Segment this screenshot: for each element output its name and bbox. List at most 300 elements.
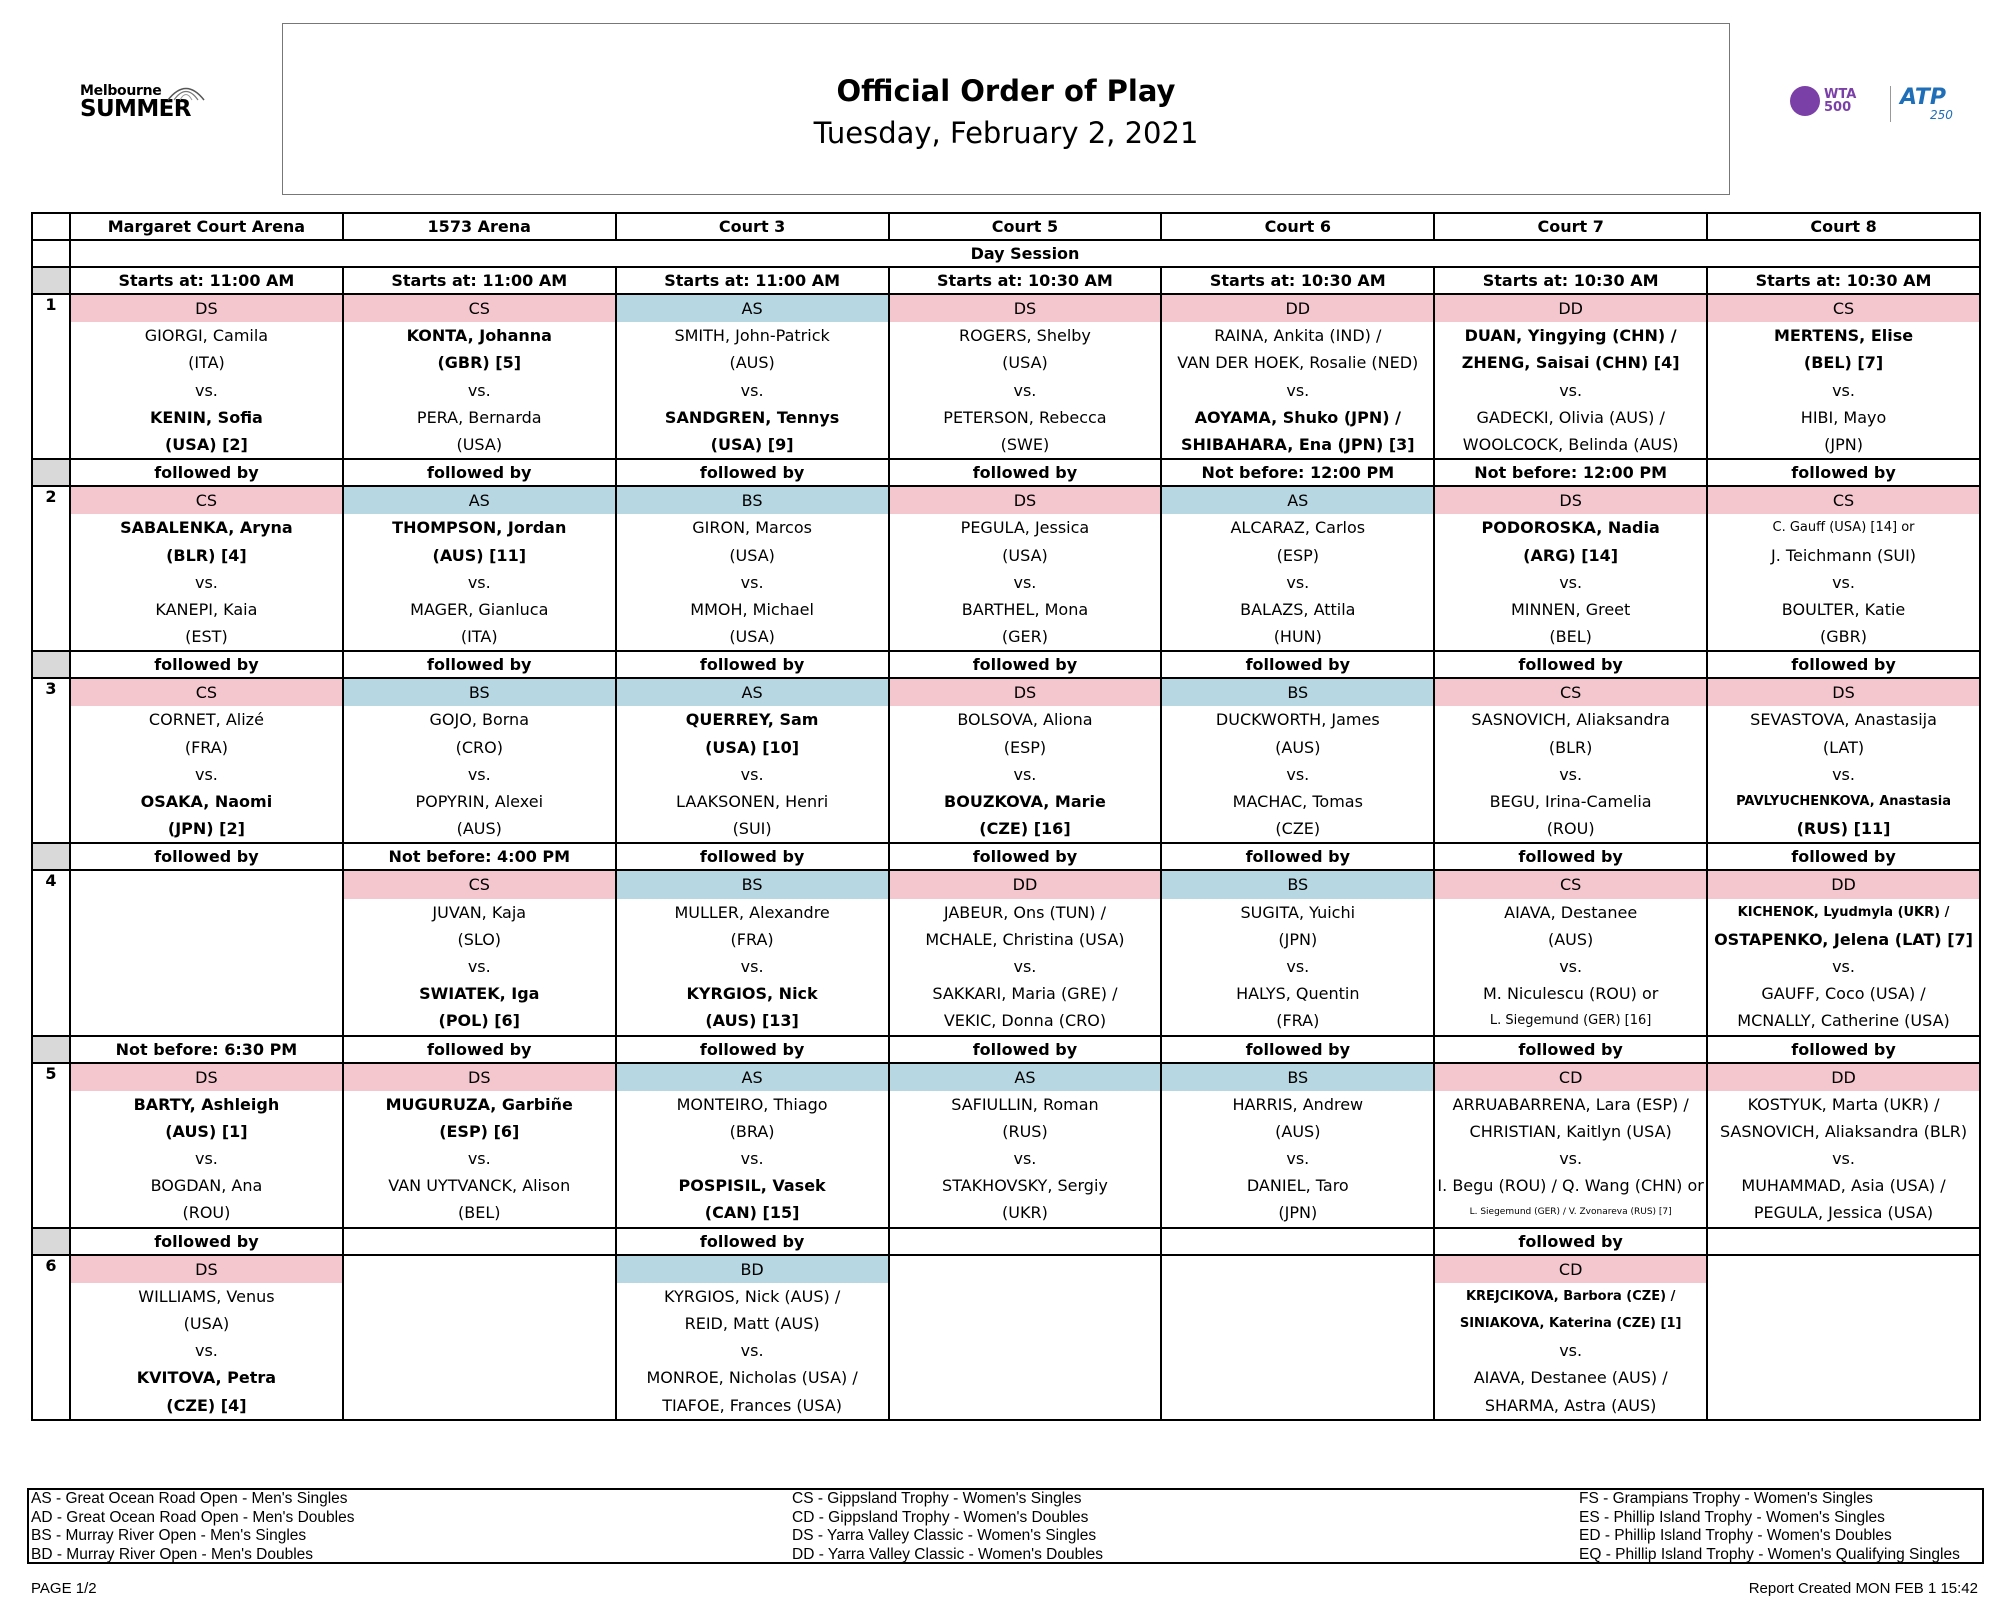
followed-by: followed by: [889, 459, 1162, 486]
player-line: (ESP): [1003, 737, 1047, 757]
empty-line: [890, 1310, 1161, 1337]
player-line: (AUS) [1]: [165, 1121, 248, 1141]
melbourne-summer-logo: [80, 83, 204, 133]
player-line: (ITA): [460, 627, 498, 647]
player-line: RAINA, Ankita (IND) /: [1214, 326, 1382, 346]
event-badge: DD: [1162, 295, 1433, 322]
event-legend: [27, 1488, 1984, 1564]
player-line: (AUS): [1275, 737, 1321, 757]
player-line: BOGDAN, Ana: [150, 1176, 263, 1196]
versus-label: vs.: [1832, 1149, 1855, 1169]
empty-line: [1162, 1392, 1433, 1419]
followed-by: [889, 1228, 1162, 1255]
player-line: TIAFOE, Frances (USA): [662, 1395, 842, 1415]
event-badge: AS: [617, 679, 888, 706]
player-line: (AUS) [11]: [432, 545, 527, 565]
empty-line: [1162, 1310, 1433, 1337]
legend-item: DS - Yarra Valley Classic - Women's Singles: [792, 1527, 1097, 1544]
versus-label: vs.: [467, 956, 491, 976]
followed-by: followed by: [1434, 651, 1707, 678]
player-line: KYRGIOS, Nick: [686, 984, 818, 1004]
versus-label: vs.: [1559, 572, 1583, 592]
player-line: SHIBAHARA, Ena (JPN) [3]: [1181, 434, 1415, 454]
match-cell: [1161, 1255, 1434, 1420]
court-header: Margaret Court Arena: [70, 213, 343, 240]
logo-divider: [1890, 86, 1891, 122]
player-line: HIBI, Mayo: [1800, 407, 1887, 427]
player-line: (GER): [1001, 627, 1048, 647]
player-line: MUGURUZA, Garbiñe: [385, 1094, 573, 1114]
player-line: (LAT): [1822, 737, 1865, 757]
followed-by: followed by: [616, 459, 889, 486]
event-badge: CS: [1435, 679, 1706, 706]
player-line: (FRA): [1276, 1011, 1320, 1031]
legend-item: AD - Great Ocean Road Open - Men's Doubles: [31, 1508, 355, 1526]
start-time: Starts at: 11:00 AM: [343, 267, 616, 294]
followed-by: followed by: [1707, 459, 1980, 486]
empty-line: [344, 1364, 615, 1391]
followed-by: followed by: [889, 1036, 1162, 1063]
player-line: (ESP): [1276, 545, 1319, 565]
followed-by: followed by: [1161, 1036, 1434, 1063]
legend-item: DD - Yarra Valley Classic - Women's Doubles: [792, 1545, 1104, 1563]
versus-label: vs.: [194, 764, 218, 784]
versus-label: vs.: [740, 956, 764, 976]
player-line: ROGERS, Shelby: [959, 326, 1091, 346]
event-badge: AS: [890, 1064, 1161, 1091]
player-line: SHARMA, Astra (AUS): [1484, 1395, 1657, 1415]
event-badge: DS: [71, 1064, 342, 1091]
atp-number: 250: [1930, 108, 1953, 122]
player-line: JABEUR, Ons (TUN) /: [943, 902, 1106, 922]
followed-by: followed by: [70, 651, 343, 678]
round-number: 5: [32, 1063, 70, 1228]
separator-cell: [32, 651, 70, 678]
versus-label: vs.: [194, 1341, 218, 1361]
match-cell: [1161, 678, 1434, 843]
player-line: OSTAPENKO, Jelena (LAT) [7]: [1714, 929, 1973, 949]
player-line: MONROE, Nicholas (USA) /: [646, 1368, 858, 1388]
followed-by: followed by: [1707, 843, 1980, 870]
versus-label: vs.: [1013, 572, 1037, 592]
followed-by: followed by: [343, 651, 616, 678]
player-line: MONTEIRO, Thiago: [676, 1094, 828, 1114]
event-badge: DS: [890, 295, 1161, 322]
player-line: HARRIS, Andrew: [1232, 1094, 1364, 1114]
player-line: KANEPI, Kaia: [155, 599, 258, 619]
player-line: SASNOVICH, Aliaksandra (BLR): [1719, 1121, 1968, 1141]
player-line: GADECKI, Olivia (AUS) /: [1476, 407, 1665, 427]
player-line: (BEL): [458, 1203, 501, 1223]
match-cell: [889, 678, 1162, 843]
start-time: Starts at: 10:30 AM: [1161, 267, 1434, 294]
player-line: BARTY, Ashleigh: [133, 1094, 280, 1114]
logo-arc-icon: [166, 83, 206, 101]
empty-line: [1708, 1283, 1979, 1310]
event-badge: AS: [1162, 487, 1433, 514]
player-line: SWIATEK, Iga: [419, 984, 540, 1004]
event-badge: DD: [1708, 1064, 1979, 1091]
player-line: KOSTYUK, Marta (UKR) /: [1747, 1094, 1940, 1114]
court-header: Court 5: [889, 213, 1162, 240]
player-line: (JPN) [2]: [167, 819, 245, 839]
empty-line: [890, 1392, 1161, 1419]
player-line: VEKIC, Donna (CRO): [943, 1011, 1107, 1031]
match-cell: [70, 678, 343, 843]
event-badge: AS: [617, 295, 888, 322]
match-cell: [1707, 870, 1980, 1035]
versus-label: vs.: [740, 764, 764, 784]
player-line: KENIN, Sofia: [149, 407, 263, 427]
followed-by: followed by: [70, 1228, 343, 1255]
player-line: KVITOVA, Petra: [136, 1368, 277, 1388]
match-cell: [889, 1255, 1162, 1420]
player-line: CHRISTIAN, Kaitlyn (USA): [1469, 1121, 1672, 1141]
player-line: C. Gauff (USA) [14] or: [1772, 520, 1915, 536]
player-line: (GBR): [1820, 627, 1868, 647]
event-badge: CS: [71, 679, 342, 706]
player-line: SAFIULLIN, Roman: [951, 1094, 1099, 1114]
player-line: ALCARAZ, Carlos: [1230, 518, 1366, 538]
separator-cell: [32, 1228, 70, 1255]
versus-label: vs.: [1559, 764, 1583, 784]
legend-item: AS - Great Ocean Road Open - Men's Singles: [31, 1490, 348, 1507]
match-cell: [70, 486, 343, 651]
event-badge: BS: [617, 487, 888, 514]
player-line: GIRON, Marcos: [692, 518, 812, 538]
versus-label: vs.: [1559, 380, 1583, 400]
player-line: BALAZS, Attila: [1240, 599, 1356, 619]
versus-label: vs.: [1832, 380, 1855, 400]
player-line: PEGULA, Jessica: [960, 518, 1090, 538]
player-line: (BLR) [4]: [166, 545, 247, 565]
start-time: Starts at: 10:30 AM: [889, 267, 1162, 294]
followed-by: Not before: 6:30 PM: [70, 1036, 343, 1063]
followed-by: followed by: [343, 459, 616, 486]
player-line: PODOROSKA, Nadia: [1481, 518, 1660, 538]
player-line: GAUFF, Coco (USA) /: [1761, 984, 1926, 1004]
followed-by: Not before: 4:00 PM: [343, 843, 616, 870]
match-cell: [1161, 1063, 1434, 1228]
player-line: QUERREY, Sam: [685, 710, 819, 730]
player-line: (BEL) [7]: [1803, 353, 1884, 373]
match-cell: [343, 486, 616, 651]
empty-line: [344, 1337, 615, 1364]
player-line: SABALENKA, Aryna: [120, 518, 293, 538]
event-badge: DD: [1435, 295, 1706, 322]
court-header: Court 7: [1434, 213, 1707, 240]
versus-label: vs.: [740, 1341, 764, 1361]
empty-line: [71, 899, 342, 926]
match-cell: [616, 1255, 889, 1420]
followed-by: followed by: [889, 651, 1162, 678]
player-line: PERA, Bernarda: [416, 407, 542, 427]
start-time: Starts at: 10:30 AM: [1707, 267, 1980, 294]
logo-summer-text: SUMMER: [80, 96, 191, 122]
event-badge: CS: [344, 295, 615, 322]
player-line: BOLSOVA, Aliona: [957, 710, 1093, 730]
court-header: Court 3: [616, 213, 889, 240]
player-line: (HUN): [1273, 627, 1322, 647]
followed-by: followed by: [1161, 651, 1434, 678]
match-cell: [1707, 678, 1980, 843]
player-line: GIORGI, Camila: [144, 326, 269, 346]
legend-item: BD - Murray River Open - Men's Doubles: [31, 1545, 314, 1563]
player-line: SAKKARI, Maria (GRE) /: [932, 984, 1118, 1004]
player-line: (FRA): [730, 929, 774, 949]
event-badge: CD: [1435, 1256, 1706, 1283]
start-time: Starts at: 11:00 AM: [70, 267, 343, 294]
player-line: AOYAMA, Shuko (JPN) /: [1194, 407, 1401, 427]
event-badge: CS: [1435, 871, 1706, 898]
match-cell: [1161, 870, 1434, 1035]
player-line: (UKR): [1002, 1203, 1048, 1223]
followed-by: followed by: [889, 843, 1162, 870]
followed-by: followed by: [1434, 1036, 1707, 1063]
followed-by: followed by: [70, 843, 343, 870]
match-cell: [616, 486, 889, 651]
player-line: (AUS): [1547, 929, 1594, 949]
player-line: (ROU): [182, 1203, 231, 1223]
legend-item: CD - Gippsland Trophy - Women's Doubles: [792, 1508, 1089, 1526]
match-cell: [70, 870, 343, 1035]
player-line: (SUI): [732, 819, 772, 839]
versus-label: vs.: [1013, 380, 1037, 400]
match-cell: [1161, 294, 1434, 459]
player-line: WILLIAMS, Venus: [138, 1286, 275, 1306]
versus-label: vs.: [1832, 956, 1855, 976]
player-line: DUAN, Yingying (CHN) /: [1464, 326, 1677, 346]
empty-line: [1708, 1310, 1979, 1337]
event-badge: BD: [617, 1256, 888, 1283]
player-line: POPYRIN, Alexei: [415, 792, 544, 811]
player-line: (JPN): [1824, 434, 1863, 454]
round-number: 6: [32, 1255, 70, 1420]
event-badge: BS: [617, 871, 888, 898]
event-badge: CS: [1708, 487, 1979, 514]
match-cell: [616, 678, 889, 843]
page-number: PAGE 1/2: [31, 1580, 97, 1597]
empty-line: [344, 1392, 615, 1419]
player-line: PETERSON, Rebecca: [943, 407, 1107, 427]
followed-by: [1707, 1228, 1980, 1255]
player-line: (ARG) [14]: [1523, 545, 1619, 565]
separator-cell: [32, 459, 70, 486]
followed-by: followed by: [616, 1228, 889, 1255]
player-line: MINNEN, Greet: [1510, 599, 1631, 619]
legend-column-1: [31, 1490, 354, 1564]
followed-by: followed by: [616, 843, 889, 870]
legend-item: FS - Grampians Trophy - Women's Singles: [1579, 1490, 1873, 1507]
match-cell: [343, 1063, 616, 1228]
player-line: (USA): [456, 434, 503, 454]
player-line: OSAKA, Naomi: [140, 792, 273, 811]
player-line: L. Siegemund (GER) / V. Zvonareva (RUS) [7]: [1469, 1207, 1672, 1218]
empty-line: [890, 1256, 1161, 1283]
round-number: 3: [32, 678, 70, 843]
round-number: 1: [32, 294, 70, 459]
player-line: BOULTER, Katie: [1781, 599, 1906, 619]
event-badge: DS: [344, 1064, 615, 1091]
followed-by: followed by: [1707, 651, 1980, 678]
player-line: (JPN): [1278, 929, 1318, 949]
player-line: SUGITA, Yuichi: [1240, 902, 1356, 922]
versus-label: vs.: [1013, 956, 1037, 976]
event-badge: DD: [1708, 871, 1979, 898]
player-line: POSPISIL, Vasek: [678, 1176, 826, 1196]
player-line: (USA) [10]: [705, 737, 800, 757]
player-line: (FRA): [184, 737, 228, 757]
event-badge: DS: [1708, 679, 1979, 706]
player-line: (RUS): [1002, 1121, 1048, 1141]
empty-line: [1708, 1392, 1979, 1419]
player-line: I. Begu (ROU) / Q. Wang (CHN) or: [1437, 1176, 1704, 1196]
player-line: ARRUABARRENA, Lara (ESP) /: [1452, 1094, 1689, 1114]
player-line: STAKHOVSKY, Sergiy: [942, 1176, 1108, 1196]
event-badge: AS: [344, 487, 615, 514]
match-cell: [616, 294, 889, 459]
empty-line: [71, 926, 342, 953]
empty-line: [71, 980, 342, 1007]
followed-by: followed by: [343, 1036, 616, 1063]
match-cell: [616, 1063, 889, 1228]
empty-line: [890, 1364, 1161, 1391]
followed-by: Not before: 12:00 PM: [1434, 459, 1707, 486]
court-header: Court 8: [1707, 213, 1980, 240]
player-line: MACHAC, Tomas: [1232, 792, 1363, 811]
empty-line: [344, 1283, 615, 1310]
versus-label: vs.: [1013, 764, 1037, 784]
player-line: AIAVA, Destanee: [1504, 902, 1638, 922]
report-created: Report Created MON FEB 1 15:42: [1748, 1580, 1978, 1597]
event-badge: CS: [1708, 295, 1979, 322]
match-cell: [70, 294, 343, 459]
order-of-play-table: [31, 212, 1981, 1421]
followed-by: followed by: [616, 651, 889, 678]
player-line: MULLER, Alexandre: [674, 902, 830, 922]
match-cell: [1434, 486, 1707, 651]
separator-cell: [32, 843, 70, 870]
player-line: (EST): [185, 627, 228, 647]
versus-label: vs.: [467, 572, 491, 592]
player-line: SMITH, John-Patrick: [674, 326, 830, 346]
player-line: MCNALLY, Catherine (USA): [1737, 1011, 1950, 1031]
player-line: (RUS) [11]: [1796, 819, 1891, 839]
logo-melbourne-text: Melbourne: [80, 83, 162, 99]
event-badge: CS: [344, 871, 615, 898]
player-line: (ESP) [6]: [439, 1121, 520, 1141]
versus-label: vs.: [1559, 1341, 1583, 1361]
legend-column-3: [1579, 1490, 1960, 1564]
order-of-play-header: [282, 23, 1730, 195]
player-line: (AUS) [13]: [705, 1011, 799, 1031]
match-cell: [616, 870, 889, 1035]
player-line: (AUS): [1275, 1121, 1321, 1141]
followed-by: followed by: [616, 1036, 889, 1063]
versus-label: vs.: [1013, 1149, 1037, 1169]
match-cell: [1161, 486, 1434, 651]
starts-separator: [32, 267, 70, 294]
event-badge: DS: [890, 487, 1161, 514]
player-line: (USA) [2]: [164, 434, 248, 454]
player-line: (POL) [6]: [438, 1011, 520, 1031]
match-cell: [343, 870, 616, 1035]
player-line: MUHAMMAD, Asia (USA) /: [1741, 1176, 1946, 1196]
followed-by: followed by: [1434, 843, 1707, 870]
wta-badge-icon: [1790, 86, 1820, 116]
player-line: (ITA): [188, 353, 225, 373]
player-line: (CZE) [16]: [979, 819, 1071, 839]
empty-line: [1162, 1337, 1433, 1364]
player-line: GOJO, Borna: [429, 710, 529, 730]
match-cell: [343, 678, 616, 843]
session-label: Day Session: [70, 240, 1980, 267]
player-line: (CZE) [4]: [166, 1395, 247, 1415]
player-line: (AUS): [729, 353, 775, 373]
player-line: SEVASTOVA, Anastasija: [1750, 710, 1937, 730]
match-cell: [1707, 1255, 1980, 1420]
empty-line: [71, 953, 342, 980]
empty-line: [71, 871, 342, 898]
player-line: SANDGREN, Tennys: [664, 407, 840, 427]
legend-item: BS - Murray River Open - Men's Singles: [31, 1527, 307, 1544]
event-badge: BS: [1162, 679, 1433, 706]
player-line: CORNET, Alizé: [148, 710, 264, 730]
event-badge: BS: [1162, 871, 1433, 898]
wta-atp-logo: [1790, 85, 1953, 126]
player-line: AIAVA, Destanee (AUS) /: [1473, 1368, 1668, 1388]
player-line: VAN DER HOEK, Rosalie (NED): [1177, 353, 1419, 373]
legend-item: EQ - Phillip Island Trophy - Women's Qualifying Singles: [1579, 1545, 1960, 1563]
player-line: (CZE): [1275, 819, 1321, 839]
player-line: (BLR): [1548, 737, 1593, 757]
player-line: KREJCIKOVA, Barbora (CZE) /: [1465, 1288, 1676, 1304]
player-line: (AUS): [456, 819, 502, 839]
player-line: (CAN) [15]: [704, 1203, 800, 1223]
legend-column-2: [792, 1490, 1103, 1564]
player-line: (USA): [183, 1314, 230, 1333]
player-line: REID, Matt (AUS): [684, 1314, 820, 1333]
player-line: (CRO): [455, 737, 503, 757]
match-cell: [889, 486, 1162, 651]
event-badge: AS: [617, 1064, 888, 1091]
followed-by: [343, 1228, 616, 1255]
legend-item: CS - Gippsland Trophy - Women's Singles: [792, 1490, 1082, 1507]
player-line: DANIEL, Taro: [1246, 1176, 1349, 1196]
followed-by: followed by: [1707, 1036, 1980, 1063]
versus-label: vs.: [1286, 380, 1310, 400]
event-badge: BS: [344, 679, 615, 706]
match-cell: [343, 294, 616, 459]
atp-label: ATP: [1900, 85, 1947, 110]
versus-label: vs.: [467, 764, 491, 784]
player-line: PEGULA, Jessica (USA): [1753, 1203, 1934, 1223]
player-line: (USA): [729, 627, 775, 647]
versus-label: vs.: [194, 572, 218, 592]
match-cell: [1707, 1063, 1980, 1228]
versus-label: vs.: [194, 1149, 218, 1169]
versus-label: vs.: [467, 1149, 491, 1169]
followed-by: followed by: [1161, 843, 1434, 870]
empty-line: [1162, 1283, 1433, 1310]
player-line: L. Siegemund (GER) [16]: [1489, 1013, 1652, 1029]
wta-label: WTA 500: [1824, 87, 1857, 115]
empty-line: [344, 1310, 615, 1337]
empty-line: [1708, 1337, 1979, 1364]
empty-line: [1162, 1256, 1433, 1283]
corner-cell: [32, 213, 70, 240]
versus-label: vs.: [1286, 956, 1310, 976]
